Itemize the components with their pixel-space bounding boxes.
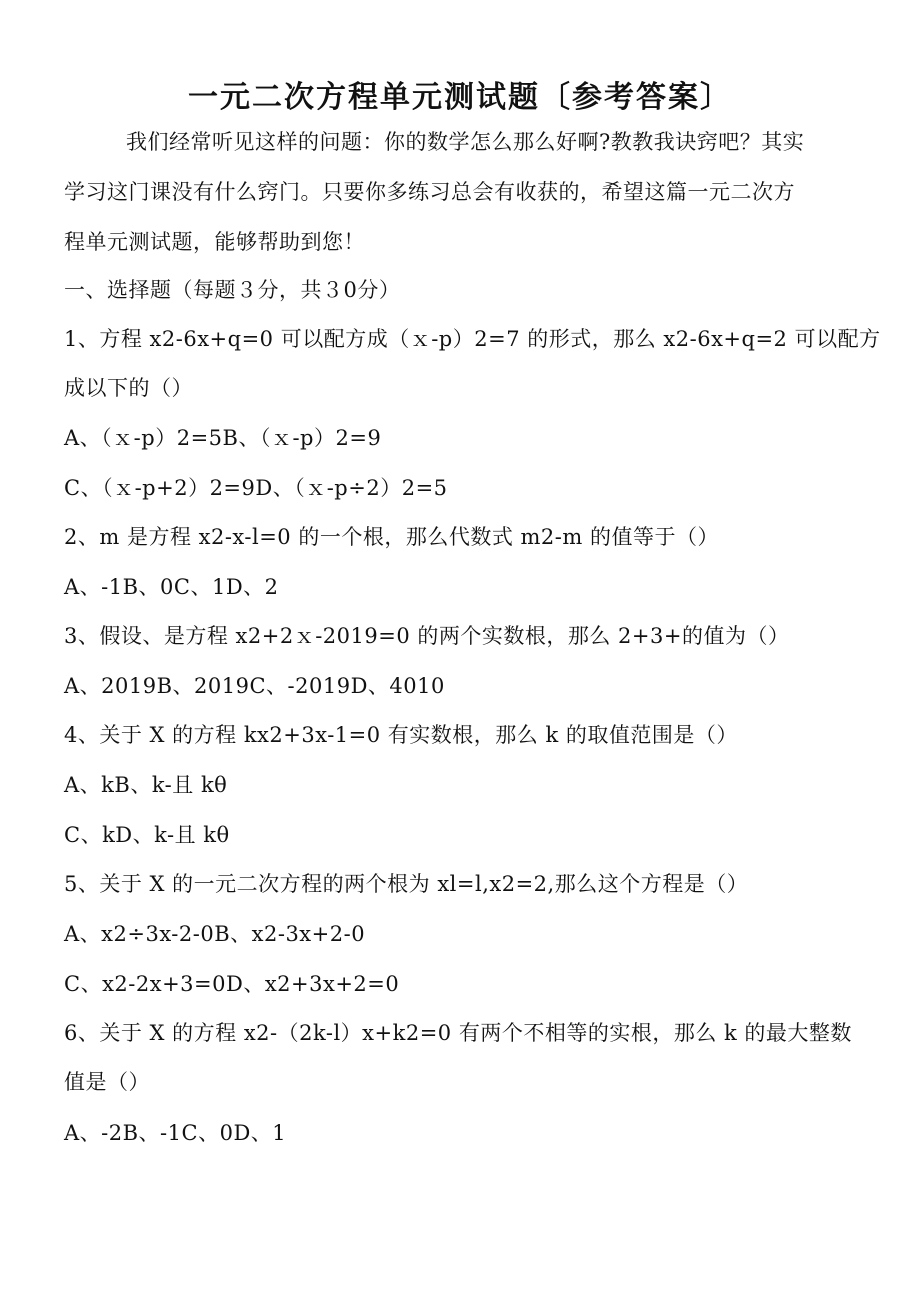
question-6-stem-line-1: 6、关于 X 的方程 x2-（2k-l）x+k2=0 有两个不相等的实根，那么 k 的最大整数 [64,1021,852,1045]
question-2-options: A、-1B、0C、1D、2 [64,575,279,599]
question-6-stem-line-2: 值是（） [64,1070,150,1094]
question-5-options-1: A、x2÷3x-2-0B、x2-3x+2-0 [64,922,366,946]
intro-line-3: 程单元测试题，能够帮助到您！ [64,230,365,254]
question-6-options: A、-2B、-1C、0D、1 [64,1121,287,1145]
question-4-options-1: A、kB、k-且 kθ [64,773,228,797]
question-4-stem: 4、关于 X 的方程 kx2+3x-1=0 有实数根，那么 k 的取值范围是（） [64,723,738,747]
question-1-options-1: A、（ｘ-p）2=5B、（ｘ-p）2=9 [64,426,382,450]
question-4-options-2: C、kD、k-且 kθ [64,823,230,847]
question-3-stem: 3、假设、是方程 x2+2ｘ-2019=0 的两个实数根，那么 2+3+的值为（） [64,624,790,648]
section-heading: 一、选择题（每题３分，共３0分） [64,278,401,302]
question-5-stem: 5、关于 X 的一元二次方程的两个根为 xl=l,x2=2,那么这个方程是（） [64,872,749,896]
page-title: 一元二次方程单元测试题〔参考答案〕 [188,80,732,115]
question-5-options-2: C、x2-2x+3=0D、x2+3x+2=0 [64,972,400,996]
question-1-options-2: C、（ｘ-p+2）2=9D、（ｘ-p÷2）2=5 [64,476,448,500]
intro-line-1: 我们经常听见这样的问题：你的数学怎么那么好啊?教教我诀窍吧？其实 [126,130,805,154]
question-3-options: A、2019B、2019C、-2019D、4010 [64,674,445,698]
question-2-stem: 2、m 是方程 x2-x-l=0 的一个根，那么代数式 m2-m 的值等于（） [64,525,719,549]
intro-line-2: 学习这门课没有什么窍门。只要你多练习总会有收获的，希望这篇一元二次方 [64,180,795,204]
question-1-stem-line-1: 1、方程 x2-6x+q=0 可以配方成（ｘ-p）2=7 的形式，那么 x2-6x+q=2 可以配方 [64,327,881,351]
question-1-stem-line-2: 成以下的（） [64,376,193,400]
